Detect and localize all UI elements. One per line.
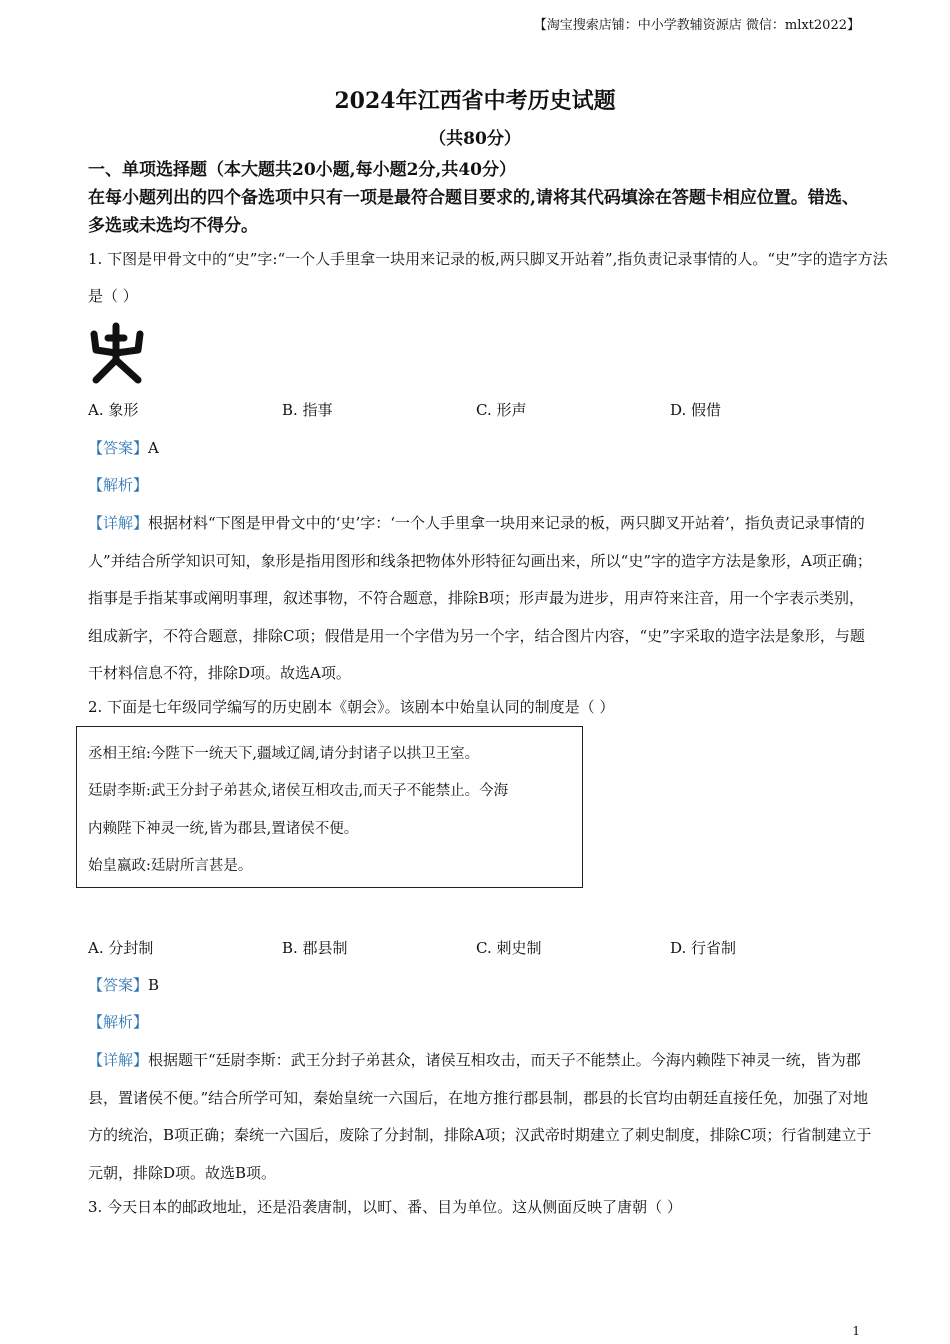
script-line: 丞相王绾:今陛下一统天下,疆域辽阔,请分封诸子以拱卫王室。 xyxy=(88,746,480,762)
q1-analysis xyxy=(88,474,148,495)
detail-label: 【详解】 xyxy=(88,514,149,532)
q1-detail xyxy=(88,505,878,693)
page-number: 1 xyxy=(852,1324,860,1338)
question-2-stem: 2. 下面是七年级同学编写的历史剧本《朝会》。该剧本中始皇认同的制度是（ ） xyxy=(88,698,615,716)
q2-option-c[interactable]: C. 刺史制 xyxy=(476,939,542,957)
script-excerpt-box xyxy=(76,726,583,888)
script-line: 始皇嬴政:廷尉所言甚是。 xyxy=(88,858,253,874)
q1-option-c[interactable]: C. 形声 xyxy=(476,401,527,419)
q2-option-b[interactable]: B. 郡县制 xyxy=(282,939,348,957)
answer-label: 【答案】 xyxy=(88,976,149,994)
page-header: 【淘宝搜索店铺：中小学教辅资源店 微信：mlxt2022】 xyxy=(533,18,860,33)
q1-answer-value: A xyxy=(148,439,159,457)
q2-option-a[interactable]: A. 分封制 xyxy=(88,939,154,957)
q1-option-a[interactable]: A. 象形 xyxy=(88,401,139,419)
script-line: 廷尉李斯:武王分封子弟甚众,诸侯互相攻击,而天子不能禁止。今海 xyxy=(88,783,509,799)
question-3-stem: 3. 今天日本的邮政地址，还是沿袭唐制，以町、番、目为单位。这从侧面反映了唐朝（ ） xyxy=(88,1198,682,1216)
q1-answer xyxy=(88,437,159,458)
answer-label: 【答案】 xyxy=(88,439,149,457)
section-instruction: 在每小题列出的四个备选项中只有一项是最符合题目要求的,请将其代码填涂在答题卡相应位置。错选、多选或未选均不得分。 xyxy=(88,188,859,236)
analysis-label: 【解析】 xyxy=(88,1013,149,1031)
page-subtitle: （共80分） xyxy=(429,129,521,149)
q1-option-b[interactable]: B. 指事 xyxy=(282,401,333,419)
question-1-stem: 1. 下图是甲骨文中的“史”字:“一个人手里拿一块用来记录的板,两只脚叉开站着”,指负责记录事情的人。“史”字的造字方法是（ ） xyxy=(88,250,888,305)
section-heading: 一、单项选择题（本大题共20小题,每小题2分,共40分） xyxy=(88,160,516,180)
script-line: 内赖陛下神灵一统,皆为郡县,置诸侯不便。 xyxy=(88,821,359,837)
detail-label: 【详解】 xyxy=(88,1051,149,1069)
page-title: 2024年江西省中考历史试题 xyxy=(334,88,616,114)
q2-detail xyxy=(88,1042,878,1192)
oracle-bone-shi-character-image xyxy=(86,320,146,386)
q1-detail-text: 根据材料“下图是甲骨文中的‘史’字：‘一个人手里拿一块用来记录的板，两只脚叉开站着’，指负责记录事情的人”并结合所学知识可知，象形是指用图形和线条把物体外形特征勾画出来，所以“史”字的造字方法是象形，A项正确；指事是手指某事或阐明事理，叙述事物，不符合题意，排除B项；形声最为进步，用声符来注音，用一个字表示类别，组成新字，不符合题意，排除C项；假借是用一个字借为另一个字，结合图片内容，“史”字采取的造字法是象形，与题干材料信息不符，排除D项。故选A项。 xyxy=(88,514,872,682)
q1-option-d[interactable]: D. 假借 xyxy=(670,401,722,419)
q2-analysis xyxy=(88,1011,148,1032)
q2-detail-text: 根据题干“廷尉李斯：武王分封子弟甚众，诸侯互相攻击，而天子不能禁止。今海内赖陛下神灵一统，皆为郡县，置诸侯不便。”结合所学可知，秦始皇统一六国后，在地方推行郡县制，郡县的长官均由朝廷直接任免，加强了对地方的统治，B项正确；秦统一六国后，废除了分封制，排除A项；汉武帝时期建立了刺史制度，排除C项；行省制建立于元朝，排除D项。故选B项。 xyxy=(88,1051,872,1182)
analysis-label: 【解析】 xyxy=(88,476,149,494)
q2-answer-value: B xyxy=(148,976,160,994)
q2-option-d[interactable]: D. 行省制 xyxy=(670,939,737,957)
q2-answer xyxy=(88,974,159,995)
